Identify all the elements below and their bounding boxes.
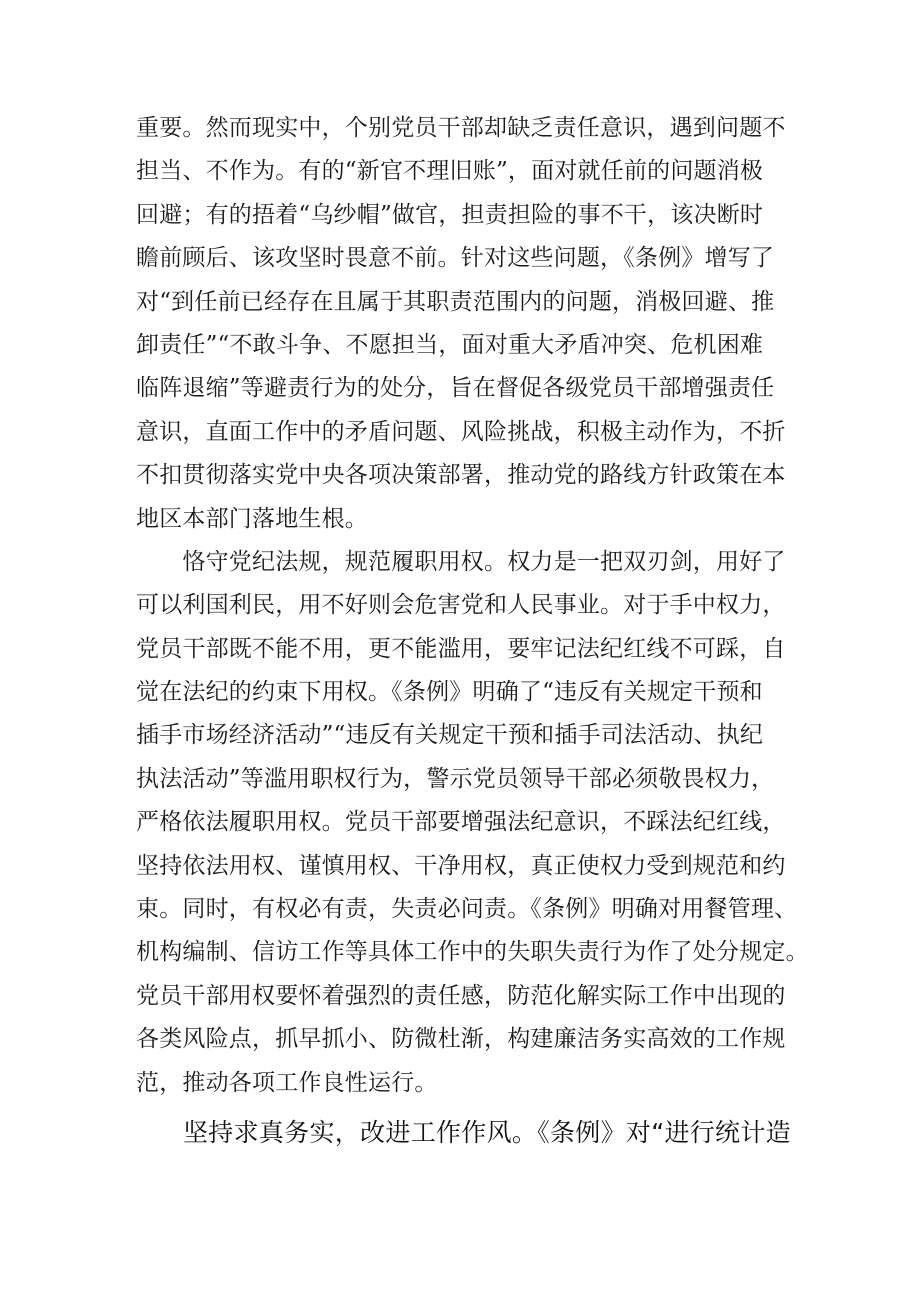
- text-line: 坚持依法用权、谨慎用权、干净用权，真正使权力受到规范和约: [136, 852, 786, 879]
- text-line: 不扣贯彻落实党中央各项决策部署，推动党的路线方针政策在本: [136, 462, 786, 489]
- text-line: 插手市场经济活动”“违反有关规定干预和插手司法活动、执纪: [136, 722, 764, 749]
- text-line: 各类风险点，抓早抓小、防微杜渐，构建廉洁务实高效的工作规: [136, 1026, 786, 1053]
- text-line: 卸责任”“不敢斗争、不愿担当，面对重大矛盾冲突、危机困难: [136, 331, 764, 358]
- text-line: 临阵退缩”等避责行为的处分，旨在督促各级党员干部增强责任: [136, 375, 775, 402]
- text-line: 可以利国利民，用不好则会危害党和人民事业。对于手中权力，: [136, 592, 786, 619]
- section-heading: 坚持求真务实，改进工作作风。《条例》对“进行统计造: [183, 1118, 791, 1147]
- text-line: 恪守党纪法规，规范履职用权。权力是一把双刃剑，用好了: [136, 548, 786, 575]
- text-line: 重要。然而现实中，个别党员干部却缺乏责任意识，遇到问题不: [136, 115, 786, 141]
- text-line: 对“到任前已经存在且属于其职责范围内的问题，消极回避、推: [136, 288, 775, 315]
- text-line: 意识，直面工作中的矛盾问题、风险挑战，积极主动作为，不折: [136, 418, 786, 445]
- text-line: 觉在法纪的约束下用权。《条例》明确了“违反有关规定干预和: [136, 679, 763, 706]
- body-text: [136, 107, 809, 1105]
- text-line: 党员干部用权要怀着强烈的责任感，防范化解实际工作中出现的: [136, 982, 786, 1009]
- text-line: 严格依法履职用权。党员干部要增强法纪意识，不踩法纪红线，: [136, 809, 786, 836]
- text-line: 机构编制、信访工作等具体工作中的失职失责行为作了处分规定。: [136, 939, 809, 966]
- text-line: 党员干部既不能不用，更不能滥用，要牢记法纪红线不可踩，自: [136, 635, 786, 662]
- text-line: 回避；有的捂着“乌纱帽”做官，担责担险的事不干，该决断时: [136, 201, 764, 228]
- text-line: 地区本部门落地生根。: [136, 505, 368, 532]
- text-line: 担当、不作为。有的“新官不理旧账”，面对就任前的问题消极: [136, 158, 764, 185]
- text-line: 束。同时，有权必有责，失责必问责。《条例》明确对用餐管理、: [136, 896, 798, 923]
- text-line: 执法活动”等滥用职权行为，警示党员领导干部必须敬畏权力，: [136, 765, 775, 792]
- text-line: 范，推动各项工作良性运行。: [136, 1069, 438, 1096]
- text-line: 瞻前顾后、该攻坚时畏意不前。针对这些问题，《条例》增写了: [136, 245, 775, 272]
